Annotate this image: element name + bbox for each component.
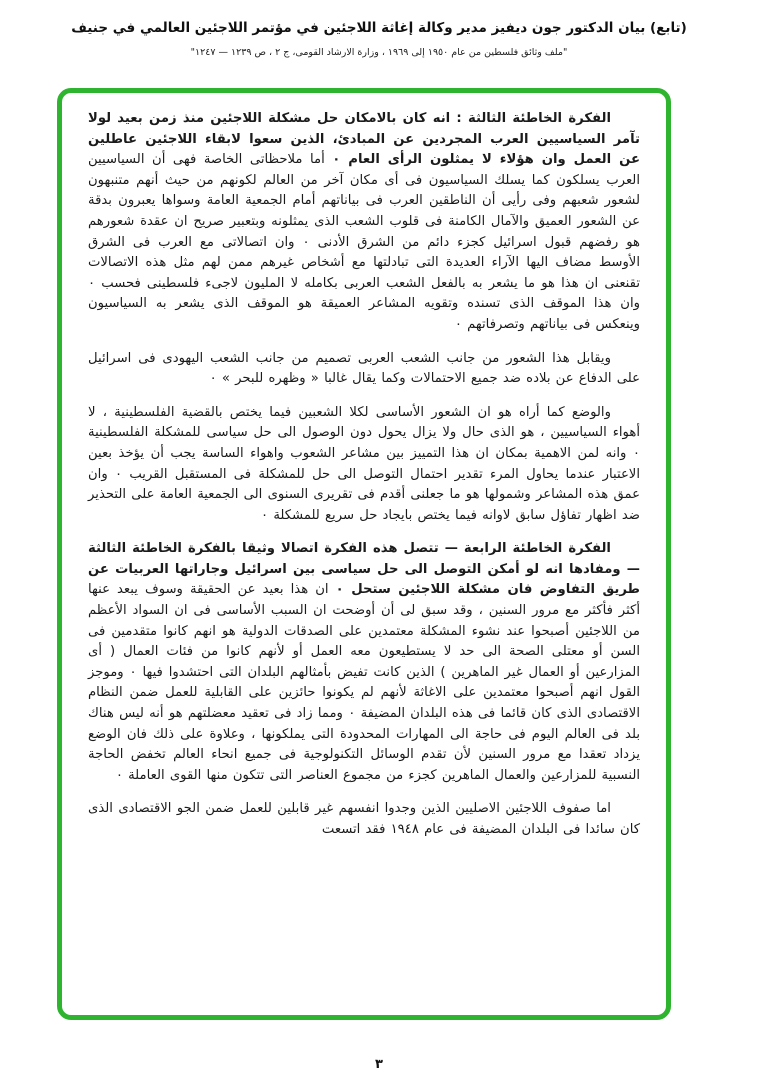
paragraph-original-refugees bbox=[88, 799, 640, 840]
paragraph-misconception-four bbox=[88, 539, 640, 786]
paragraph-text: ان هذا بعيد عن الحقيقة وسوف يبعد عنها أكثر فأكثر مع مرور السنين ، وقد سبق لى أن أوضحت ان السبب الأساسى فى ان السواد الأعظم من اللاجئين أصبحوا عند نشوء المشكلة معتمدين على الصدقات الدولية هو انهم كانوا متقدمين فى السن أو معتلى الصحة الى حد لا يستطيعون معه العمل أو لأنهم كانوا من فئات العمال ( أى المزارعين أو العمال غير الماهرين ) الذين كانت تفيض بأمثالهم البلدان التى احتشدوا فيها ٠ وموجز القول انهم أصبحوا معتمدين على الاغاثة لأنهم لم يكونوا حائزين على القابلية للعمل ضمن النظام الاقتصادى الذى كان قائما فى هذه البلدان المضيفة ٠ ومما زاد فى تعقيد معضلتهم هو أنه ليس هناك بلد فى العالم اليوم فى حاجة الى المهارات المحدودة التى يملكونها ، وعلاوة على ذلك فان الوضع يزداد تعقدا مع مرور السنين لأن تقدم الوسائل التكنولوجية فى جميع انحاء العالم تخفض الحاجة النسبية للمزارعين والعمال الماهرين كجزء من مجموع العناصر التى تتكون منها القوى العاملة ٠ bbox=[88, 582, 640, 783]
header-title: (تابع) بيان الدكتور جون ديفيز مدير وكالة إغاثة اللاجئين في مؤتمر اللاجئين العالمي في جنيف bbox=[71, 20, 687, 36]
paragraph-text: أما ملاحظاتى الخاصة فهى أن السياسيين العرب يسلكون كما يسلك السياسيون فى أى مكان آخر من العالم لكونهم من حيث أنهم متنبهون لشعور شعبهم وفى رأيى أن الناطقين العرب فى بياناتهم أمام الجمعية العامة وسواها يعبرون بدقة عن الشعور العميق والآمال الكامنة فى قلوب الشعب الذى يمثلونه وبتعبير صريح ان عقدة شعورهم هو رفضهم قبول اسرائيل كجزء دائم من الشرق الأدنى ٠ وان اتصالاتى مع العرب فى الشرق الأوسط مضاف اليها الآراء العديدة التى تبادلتها مع أشخاص غيرهم ممن لهم مثل هذه الاتصالات تقنعنى ان هذا هو ما يشعر به بالفعل الشعب العربى بكامله لا المليون لاجىء فلسطينى فحسب ٠ وان هذا الموقف الذى تسنده وتقويه المشاعر العميقة هو الموقف الذى يشعر به السياسيون وينعكس فى بياناتهم وتصرفاتهم ٠ bbox=[88, 152, 640, 332]
paragraph-text: اما صفوف اللاجئين الاصليين الذين وجدوا انفسهم غير قابلين للعمل ضمن الجو الاقتصادى الذى كان سائدا فى البلدان المضيفة فى عام ١٩٤٨ فقد اتسعت bbox=[88, 801, 640, 837]
paragraph-jewish-determination bbox=[88, 349, 640, 390]
header-source-citation: "ملف وثائق فلسطين من عام ١٩٥٠ إلى ١٩٦٩ ، وزارة الارشاد القومى، ج ٢ ، ص ١٢٣٩ — ١٢٤٧" bbox=[190, 47, 568, 58]
document-header bbox=[0, 0, 758, 58]
paragraph-misconception-three bbox=[88, 109, 640, 336]
paragraph-text: ويقابل هذا الشعور من جانب الشعب العربى تصميم من جانب الشعب اليهودى فى اسرائيل على الدفاع عن بلاده ضد جميع الاحتمالات وكما يقال غالبا « وظهره للبحر » ٠ bbox=[88, 350, 640, 387]
green-text-frame bbox=[57, 88, 671, 1020]
paragraph-lead-bold: الفكرة الخاطئة الرابعة — تتصل هذه الفكرة اتصالا وثيقا بالفكرة الخاطئة الثالثة — ومفادها انه لو أمكن التوصل الى حل سياسى بين اسرائيل وجاراتها العربيات عن طريق التفاوض فان مشكلة اللاجئين ستحل ٠ bbox=[88, 541, 640, 598]
page-number: ٣ bbox=[375, 1057, 383, 1072]
paragraph-basic-feeling bbox=[88, 403, 640, 527]
paragraph-lead-bold: الفكرة الخاطئة الثالثة : انه كان بالامكان حل مشكلة اللاجئين منذ زمن بعيد لولا تآمر السياسيين العرب المجردين عن المبادئ، الذين سعوا لابقاء اللاجئين عاطلين عن العمل وان هؤلاء لا يمثلون الرأى العام ٠ bbox=[88, 111, 640, 168]
paragraph-text: والوضع كما أراه هو ان الشعور الأساسى لكلا الشعبين فيما يختص بالقضية الفلسطينية ، لا أهواء السياسيين ، هو الذى حال ولا يزال يحول دون الوصول الى حل سياسى للمشكلة الفلسطينية ٠ وانه لمن الاهمية بمكان ان هذا التمييز بين مشاعر الشعوب واهواء الساسة يجب أن يؤخذ بعين الاعتبار عندما يحاول المرء تقدير احتمال التوصل الى حل للمشكلة فى المستقبل القريب ٠ وان عمق هذه المشاعر وشمولها هو ما جعلنى أقدم فى تقريرى السنوى الى الجمعية العامة على التحذير ضد اظهار تفاؤل سابق لاوانه فيما يختص بايجاد حل سريع للمشكلة ٠ bbox=[88, 404, 640, 523]
